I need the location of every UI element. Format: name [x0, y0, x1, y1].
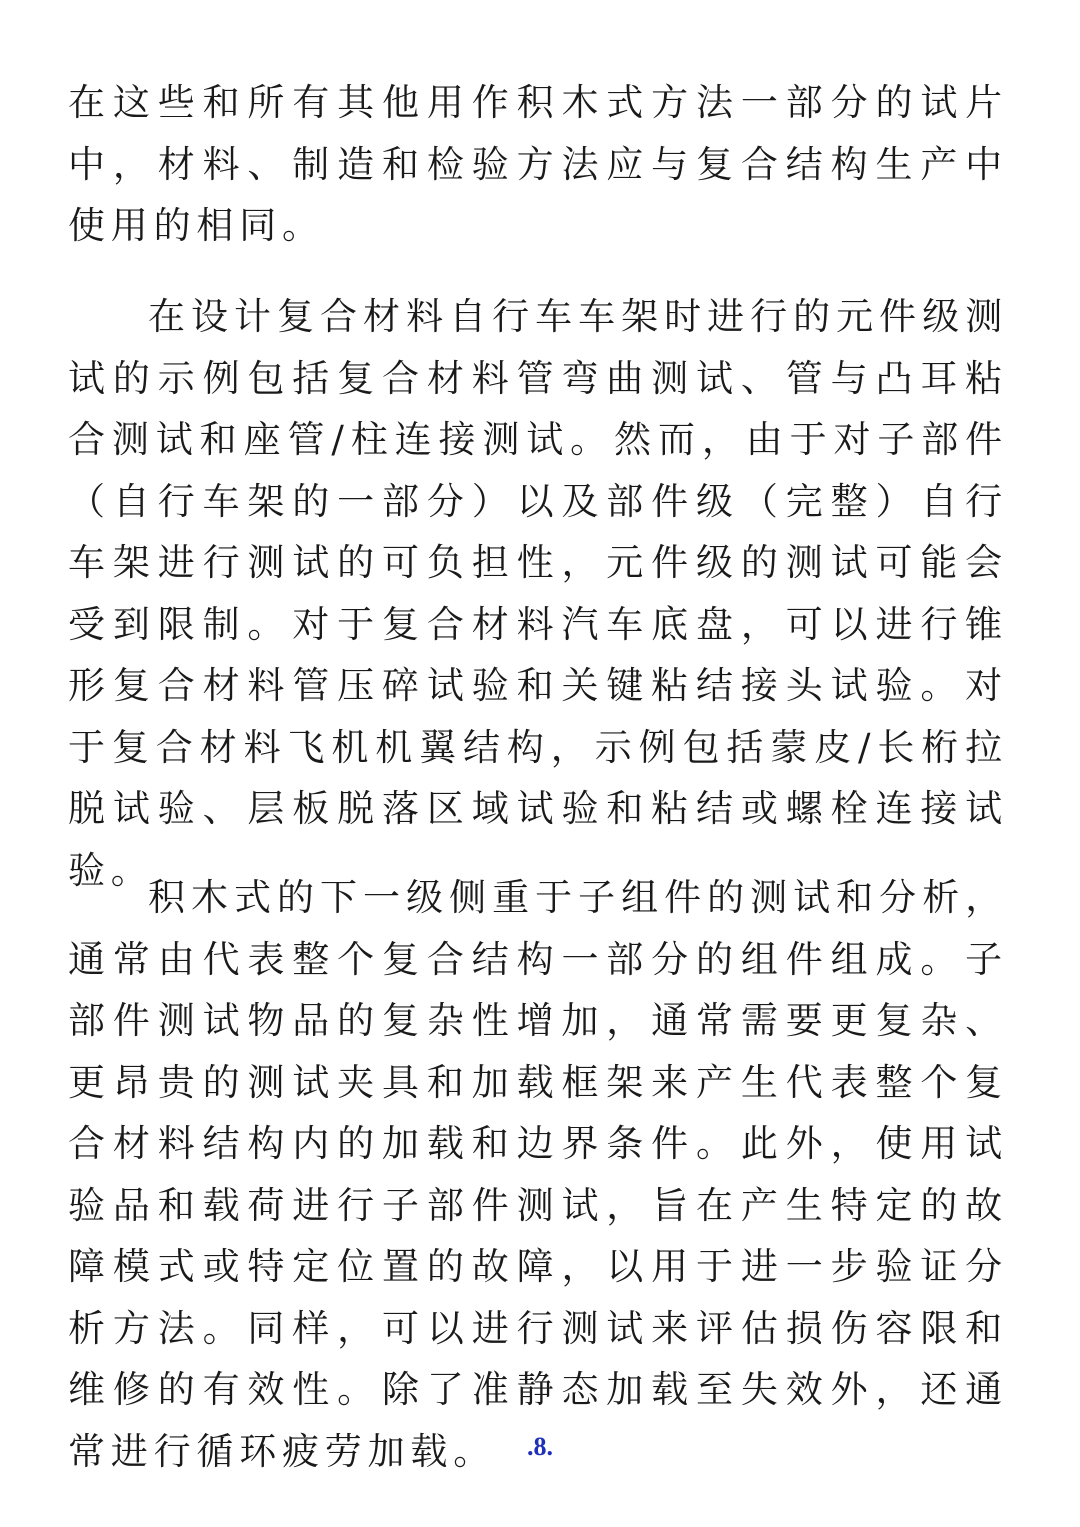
paragraph-subcomponent-tests: 积木式的下一级侧重于子组件的测试和分析，通常由代表整个复合结构一部分的组件组成。子部件测试物品的复杂性增加，通常需要更复杂、更昂贵的测试夹具和加载框架来产生代表整个复合材料结构内的加载和边界条件。此外，使用试验品和载荷进行子部件测试，旨在产生特定的故障模式或特定位置的故障，以用于进一步验证分析方法。同样，可以进行测试来评估损伤容限和维修的有效性。除了准静态加载至失效外，还通常进行循环疲劳加载。: [68, 876, 1008, 1473]
page-number: .8.: [527, 1432, 553, 1461]
paragraph-intro: 在这些和所有其他用作积木式方法一部分的试片中，材料、制造和检验方法应与复合结构生产中使用的相同。: [68, 81, 1008, 247]
paragraph-element-level-tests: 在设计复合材料自行车车架时进行的元件级测试的示例包括复合材料管弯曲测试、管与凸耳粘合测试和座管/柱连接测试。然而，由于对子部件（自行车架的一部分）以及部件级（完整）自行车架进行测试的可负担性，元件级的测试可能会受到限制。对于复合材料汽车底盘，可以进行锥形复合材料管压碎试验和关键粘结接头试验。对于复合材料飞机机翼结构，示例包括蒙皮/长桁拉脱试验、层板脱落区域试验和粘结或螺栓连接试验。: [68, 295, 1008, 892]
